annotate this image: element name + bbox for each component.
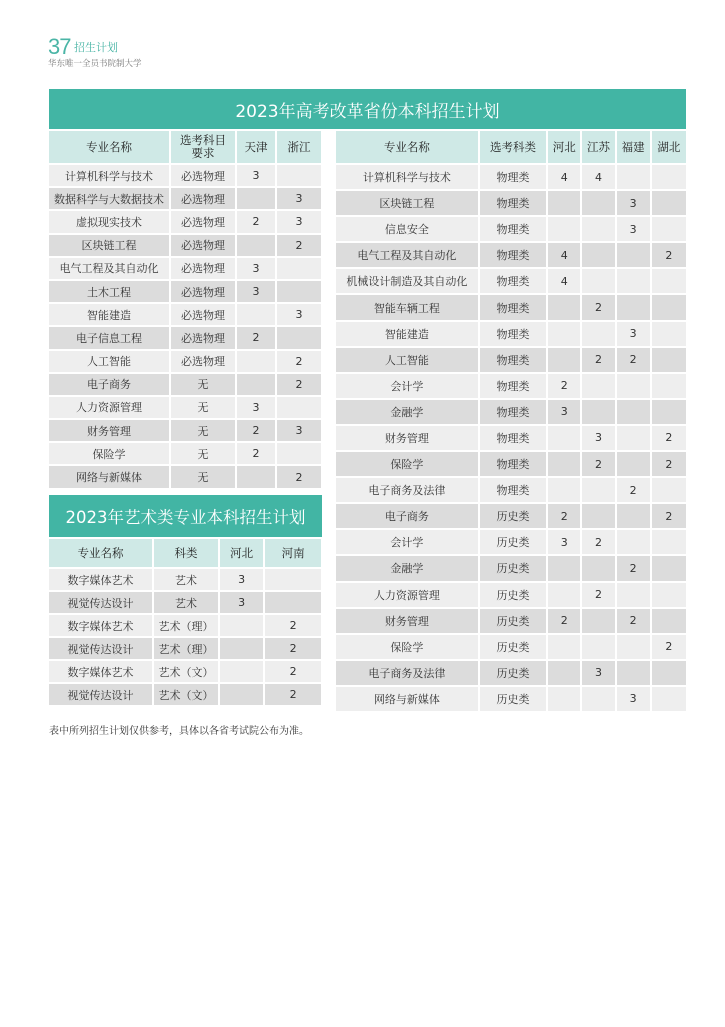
major-name-cell: 区块链工程 (49, 235, 169, 256)
subject-requirement-cell: 历史类 (480, 583, 546, 607)
subject-requirement-cell: 历史类 (480, 556, 546, 580)
subject-requirement-cell: 物理类 (480, 452, 546, 476)
quota-cell (220, 684, 263, 705)
quota-cell: 2 (265, 684, 321, 705)
table-row (336, 478, 686, 502)
column-header: 专业名称 (49, 539, 152, 567)
subject-requirement-cell: 必选物理 (171, 188, 235, 209)
subject-requirement-cell: 物理类 (480, 322, 546, 346)
quota-cell: 2 (277, 235, 321, 256)
quota-cell (265, 569, 321, 590)
subject-requirement-cell: 艺术（文） (154, 684, 218, 705)
quota-cell: 2 (652, 452, 686, 476)
table-row (336, 217, 686, 241)
quota-cell (652, 348, 686, 372)
subject-requirement-cell: 历史类 (480, 504, 546, 528)
reform-provinces-banner: 2023年高考改革省份本科招生计划 (49, 89, 686, 129)
subject-requirement-cell: 无 (171, 397, 235, 418)
quota-cell (582, 478, 614, 502)
quota-cell (652, 269, 686, 293)
major-name-cell: 财务管理 (336, 609, 478, 633)
major-name-cell: 电子商务及法律 (336, 661, 478, 685)
table-row (49, 165, 321, 186)
table-row (49, 661, 321, 682)
major-name-cell: 土木工程 (49, 281, 169, 302)
quota-cell: 2 (617, 609, 650, 633)
column-header: 湖北 (652, 131, 686, 163)
quota-cell (277, 258, 321, 279)
quota-cell: 2 (652, 504, 686, 528)
quota-cell: 3 (582, 426, 614, 450)
major-name-cell: 财务管理 (49, 420, 169, 441)
quota-cell: 3 (220, 592, 263, 613)
major-name-cell: 金融学 (336, 556, 478, 580)
table-row (336, 583, 686, 607)
table-row (336, 661, 686, 685)
quota-cell (277, 327, 321, 348)
quota-cell (582, 322, 614, 346)
quota-cell: 2 (582, 348, 614, 372)
column-header: 河北 (548, 131, 580, 163)
quota-cell (265, 592, 321, 613)
quota-cell: 4 (548, 243, 580, 267)
major-name-cell: 电子商务 (336, 504, 478, 528)
quota-cell: 2 (582, 530, 614, 554)
section-subtitle: 华东唯一全员书院制大学 (48, 59, 142, 69)
table-row (336, 687, 686, 711)
column-header: 选考科类 (480, 131, 546, 163)
quota-cell (582, 400, 614, 424)
quota-cell (652, 530, 686, 554)
quota-cell: 2 (265, 638, 321, 659)
quota-cell: 2 (548, 609, 580, 633)
table-row (49, 235, 321, 256)
quota-cell (582, 374, 614, 398)
subject-requirement-cell: 无 (171, 374, 235, 395)
table-row (336, 243, 686, 267)
quota-cell: 3 (277, 304, 321, 325)
quota-cell (237, 351, 275, 372)
quota-cell (548, 191, 580, 215)
subject-requirement-cell: 物理类 (480, 295, 546, 319)
quota-cell (277, 165, 321, 186)
quota-cell: 2 (582, 452, 614, 476)
quota-cell: 2 (582, 583, 614, 607)
subject-requirement-cell: 必选物理 (171, 327, 235, 348)
table-row (49, 258, 321, 279)
table-row (336, 269, 686, 293)
table-row (49, 592, 321, 613)
column-header: 浙江 (277, 131, 321, 163)
quota-cell (548, 322, 580, 346)
quota-cell: 3 (237, 165, 275, 186)
subject-requirement-cell: 必选物理 (171, 281, 235, 302)
quota-cell (548, 295, 580, 319)
subject-requirement-cell: 必选物理 (171, 211, 235, 232)
table-row (336, 348, 686, 372)
table-row (336, 609, 686, 633)
subject-requirement-cell: 物理类 (480, 478, 546, 502)
major-name-cell: 会计学 (336, 374, 478, 398)
quota-cell: 2 (652, 426, 686, 450)
section-title: 招生计划 (74, 41, 118, 54)
subject-requirement-cell: 必选物理 (171, 235, 235, 256)
quota-cell (652, 295, 686, 319)
quota-cell: 3 (220, 569, 263, 590)
quota-cell (582, 687, 614, 711)
subject-requirement-cell: 物理类 (480, 269, 546, 293)
quota-cell: 2 (237, 420, 275, 441)
quota-cell (548, 452, 580, 476)
column-header: 福建 (617, 131, 650, 163)
subject-requirement-cell: 艺术 (154, 592, 218, 613)
column-header: 科类 (154, 539, 218, 567)
subject-requirement-cell: 无 (171, 466, 235, 487)
quota-cell (617, 504, 650, 528)
quota-cell: 3 (582, 661, 614, 685)
quota-cell: 2 (237, 211, 275, 232)
table-row (336, 191, 686, 215)
major-name-cell: 会计学 (336, 530, 478, 554)
major-name-cell: 电气工程及其自动化 (49, 258, 169, 279)
quota-cell (652, 609, 686, 633)
table-row (49, 327, 321, 348)
major-name-cell: 人工智能 (49, 351, 169, 372)
major-name-cell: 智能建造 (336, 322, 478, 346)
quota-cell (277, 443, 321, 464)
table-row (49, 420, 321, 441)
quota-cell (582, 191, 614, 215)
column-header: 天津 (237, 131, 275, 163)
table-row (336, 400, 686, 424)
quota-cell: 3 (237, 397, 275, 418)
subject-requirement-cell: 必选物理 (171, 258, 235, 279)
table-row (49, 638, 321, 659)
subject-requirement-cell: 必选物理 (171, 304, 235, 325)
quota-cell (548, 687, 580, 711)
major-name-cell: 电气工程及其自动化 (336, 243, 478, 267)
table-row (336, 452, 686, 476)
quota-cell: 4 (582, 165, 614, 189)
quota-cell (652, 165, 686, 189)
quota-cell (582, 504, 614, 528)
major-name-cell: 人力资源管理 (49, 397, 169, 418)
major-name-cell: 智能车辆工程 (336, 295, 478, 319)
quota-cell: 3 (237, 258, 275, 279)
table-row (336, 635, 686, 659)
column-header: 专业名称 (336, 131, 478, 163)
subject-requirement-cell: 艺术（文） (154, 661, 218, 682)
column-header: 专业名称 (49, 131, 169, 163)
major-name-cell: 视觉传达设计 (49, 684, 152, 705)
major-name-cell: 视觉传达设计 (49, 592, 152, 613)
subject-requirement-cell: 历史类 (480, 661, 546, 685)
major-name-cell: 虚拟现实技术 (49, 211, 169, 232)
quota-cell: 2 (277, 466, 321, 487)
quota-cell (652, 556, 686, 580)
art-programs-table (47, 537, 323, 707)
major-name-cell: 数字媒体艺术 (49, 615, 152, 636)
quota-cell (548, 217, 580, 241)
table-row (49, 188, 321, 209)
quota-cell (617, 243, 650, 267)
reform-provinces-table-left (47, 129, 323, 490)
subject-requirement-cell: 物理类 (480, 243, 546, 267)
table-row (49, 281, 321, 302)
major-name-cell: 网络与新媒体 (336, 687, 478, 711)
quota-cell (652, 687, 686, 711)
quota-cell (582, 556, 614, 580)
subject-requirement-cell: 历史类 (480, 635, 546, 659)
column-header: 江苏 (582, 131, 614, 163)
major-name-cell: 计算机科学与技术 (49, 165, 169, 186)
table-row (49, 443, 321, 464)
major-name-cell: 电子信息工程 (49, 327, 169, 348)
quota-cell (652, 191, 686, 215)
quota-cell (617, 661, 650, 685)
quota-cell: 2 (237, 327, 275, 348)
quota-cell (237, 235, 275, 256)
subject-requirement-cell: 物理类 (480, 165, 546, 189)
quota-cell (277, 397, 321, 418)
column-header: 河北 (220, 539, 263, 567)
major-name-cell: 信息安全 (336, 217, 478, 241)
quota-cell: 4 (548, 165, 580, 189)
quota-cell (617, 583, 650, 607)
table-row (336, 504, 686, 528)
quota-cell (617, 400, 650, 424)
quota-cell: 3 (277, 420, 321, 441)
subject-requirement-cell: 必选物理 (171, 165, 235, 186)
major-name-cell: 保险学 (336, 635, 478, 659)
subject-requirement-cell: 历史类 (480, 687, 546, 711)
table-row (336, 530, 686, 554)
quota-cell (548, 478, 580, 502)
major-name-cell: 智能建造 (49, 304, 169, 325)
major-name-cell: 人力资源管理 (336, 583, 478, 607)
quota-cell (582, 635, 614, 659)
subject-requirement-cell: 物理类 (480, 426, 546, 450)
subject-requirement-cell: 无 (171, 443, 235, 464)
table-row (49, 615, 321, 636)
table-row (49, 304, 321, 325)
quota-cell: 2 (652, 243, 686, 267)
quota-cell (652, 322, 686, 346)
quota-cell (617, 452, 650, 476)
table-row (49, 684, 321, 705)
table-row (49, 397, 321, 418)
quota-cell (652, 478, 686, 502)
table-row (49, 211, 321, 232)
table-row (336, 165, 686, 189)
major-name-cell: 数据科学与大数据技术 (49, 188, 169, 209)
page-number: 37 (48, 34, 71, 59)
major-name-cell: 电子商务 (49, 374, 169, 395)
quota-cell (652, 374, 686, 398)
quota-cell: 3 (237, 281, 275, 302)
quota-cell: 2 (617, 478, 650, 502)
quota-cell (548, 661, 580, 685)
quota-cell (652, 217, 686, 241)
subject-requirement-cell: 历史类 (480, 609, 546, 633)
quota-cell: 3 (617, 322, 650, 346)
table-row (336, 556, 686, 580)
quota-cell (220, 661, 263, 682)
subject-requirement-cell: 物理类 (480, 400, 546, 424)
subject-requirement-cell: 艺术（理） (154, 615, 218, 636)
quota-cell (548, 635, 580, 659)
column-header: 河南 (265, 539, 321, 567)
quota-cell: 3 (277, 188, 321, 209)
major-name-cell: 人工智能 (336, 348, 478, 372)
quota-cell (617, 269, 650, 293)
quota-cell: 3 (548, 400, 580, 424)
subject-requirement-cell: 无 (171, 420, 235, 441)
quota-cell (548, 583, 580, 607)
quota-cell (548, 426, 580, 450)
quota-cell (617, 426, 650, 450)
subject-requirement-cell: 物理类 (480, 217, 546, 241)
quota-cell: 3 (617, 217, 650, 241)
quota-cell (548, 556, 580, 580)
quota-cell: 4 (548, 269, 580, 293)
quota-cell: 2 (548, 504, 580, 528)
quota-cell (617, 530, 650, 554)
major-name-cell: 电子商务及法律 (336, 478, 478, 502)
table-row (49, 351, 321, 372)
subject-requirement-cell: 物理类 (480, 374, 546, 398)
quota-cell: 2 (265, 615, 321, 636)
art-programs-banner: 2023年艺术类专业本科招生计划 (49, 495, 322, 537)
major-name-cell: 机械设计制造及其自动化 (336, 269, 478, 293)
quota-cell (617, 165, 650, 189)
subject-requirement-cell: 历史类 (480, 530, 546, 554)
quota-cell (652, 661, 686, 685)
quota-cell: 2 (617, 348, 650, 372)
subject-requirement-cell: 艺术（理） (154, 638, 218, 659)
table-row (336, 322, 686, 346)
quota-cell (582, 217, 614, 241)
quota-cell (237, 466, 275, 487)
major-name-cell: 财务管理 (336, 426, 478, 450)
quota-cell (582, 269, 614, 293)
table-row (336, 426, 686, 450)
quota-cell: 2 (548, 374, 580, 398)
quota-cell: 2 (652, 635, 686, 659)
major-name-cell: 金融学 (336, 400, 478, 424)
quota-cell (582, 609, 614, 633)
table-row (336, 295, 686, 319)
quota-cell (652, 400, 686, 424)
quota-cell (617, 374, 650, 398)
subject-requirement-cell: 物理类 (480, 191, 546, 215)
table-row (49, 374, 321, 395)
major-name-cell: 保险学 (49, 443, 169, 464)
major-name-cell: 网络与新媒体 (49, 466, 169, 487)
quota-cell (617, 295, 650, 319)
quota-cell (220, 615, 263, 636)
quota-cell: 3 (277, 211, 321, 232)
quota-cell: 2 (277, 374, 321, 395)
table-row (336, 374, 686, 398)
major-name-cell: 计算机科学与技术 (336, 165, 478, 189)
major-name-cell: 区块链工程 (336, 191, 478, 215)
quota-cell: 2 (237, 443, 275, 464)
quota-cell: 3 (548, 530, 580, 554)
major-name-cell: 数字媒体艺术 (49, 569, 152, 590)
major-name-cell: 数字媒体艺术 (49, 661, 152, 682)
quota-cell (548, 348, 580, 372)
quota-cell (277, 281, 321, 302)
subject-requirement-cell: 物理类 (480, 348, 546, 372)
subject-requirement-cell: 必选物理 (171, 351, 235, 372)
footnote: 表中所列招生计划仅供参考，具体以各省考试院公布为准。 (49, 726, 309, 737)
major-name-cell: 保险学 (336, 452, 478, 476)
quota-cell (237, 374, 275, 395)
subject-requirement-cell: 艺术 (154, 569, 218, 590)
quota-cell: 3 (617, 687, 650, 711)
quota-cell (237, 188, 275, 209)
column-header: 选考科目要求 (171, 131, 235, 163)
quota-cell: 2 (277, 351, 321, 372)
table-row (49, 569, 321, 590)
quota-cell (617, 635, 650, 659)
quota-cell: 3 (617, 191, 650, 215)
quota-cell (220, 638, 263, 659)
major-name-cell: 视觉传达设计 (49, 638, 152, 659)
quota-cell: 2 (617, 556, 650, 580)
quota-cell (582, 243, 614, 267)
reform-provinces-table-right (334, 129, 688, 713)
quota-cell: 2 (265, 661, 321, 682)
table-row (49, 466, 321, 487)
quota-cell (652, 583, 686, 607)
quota-cell: 2 (582, 295, 614, 319)
quota-cell (237, 304, 275, 325)
